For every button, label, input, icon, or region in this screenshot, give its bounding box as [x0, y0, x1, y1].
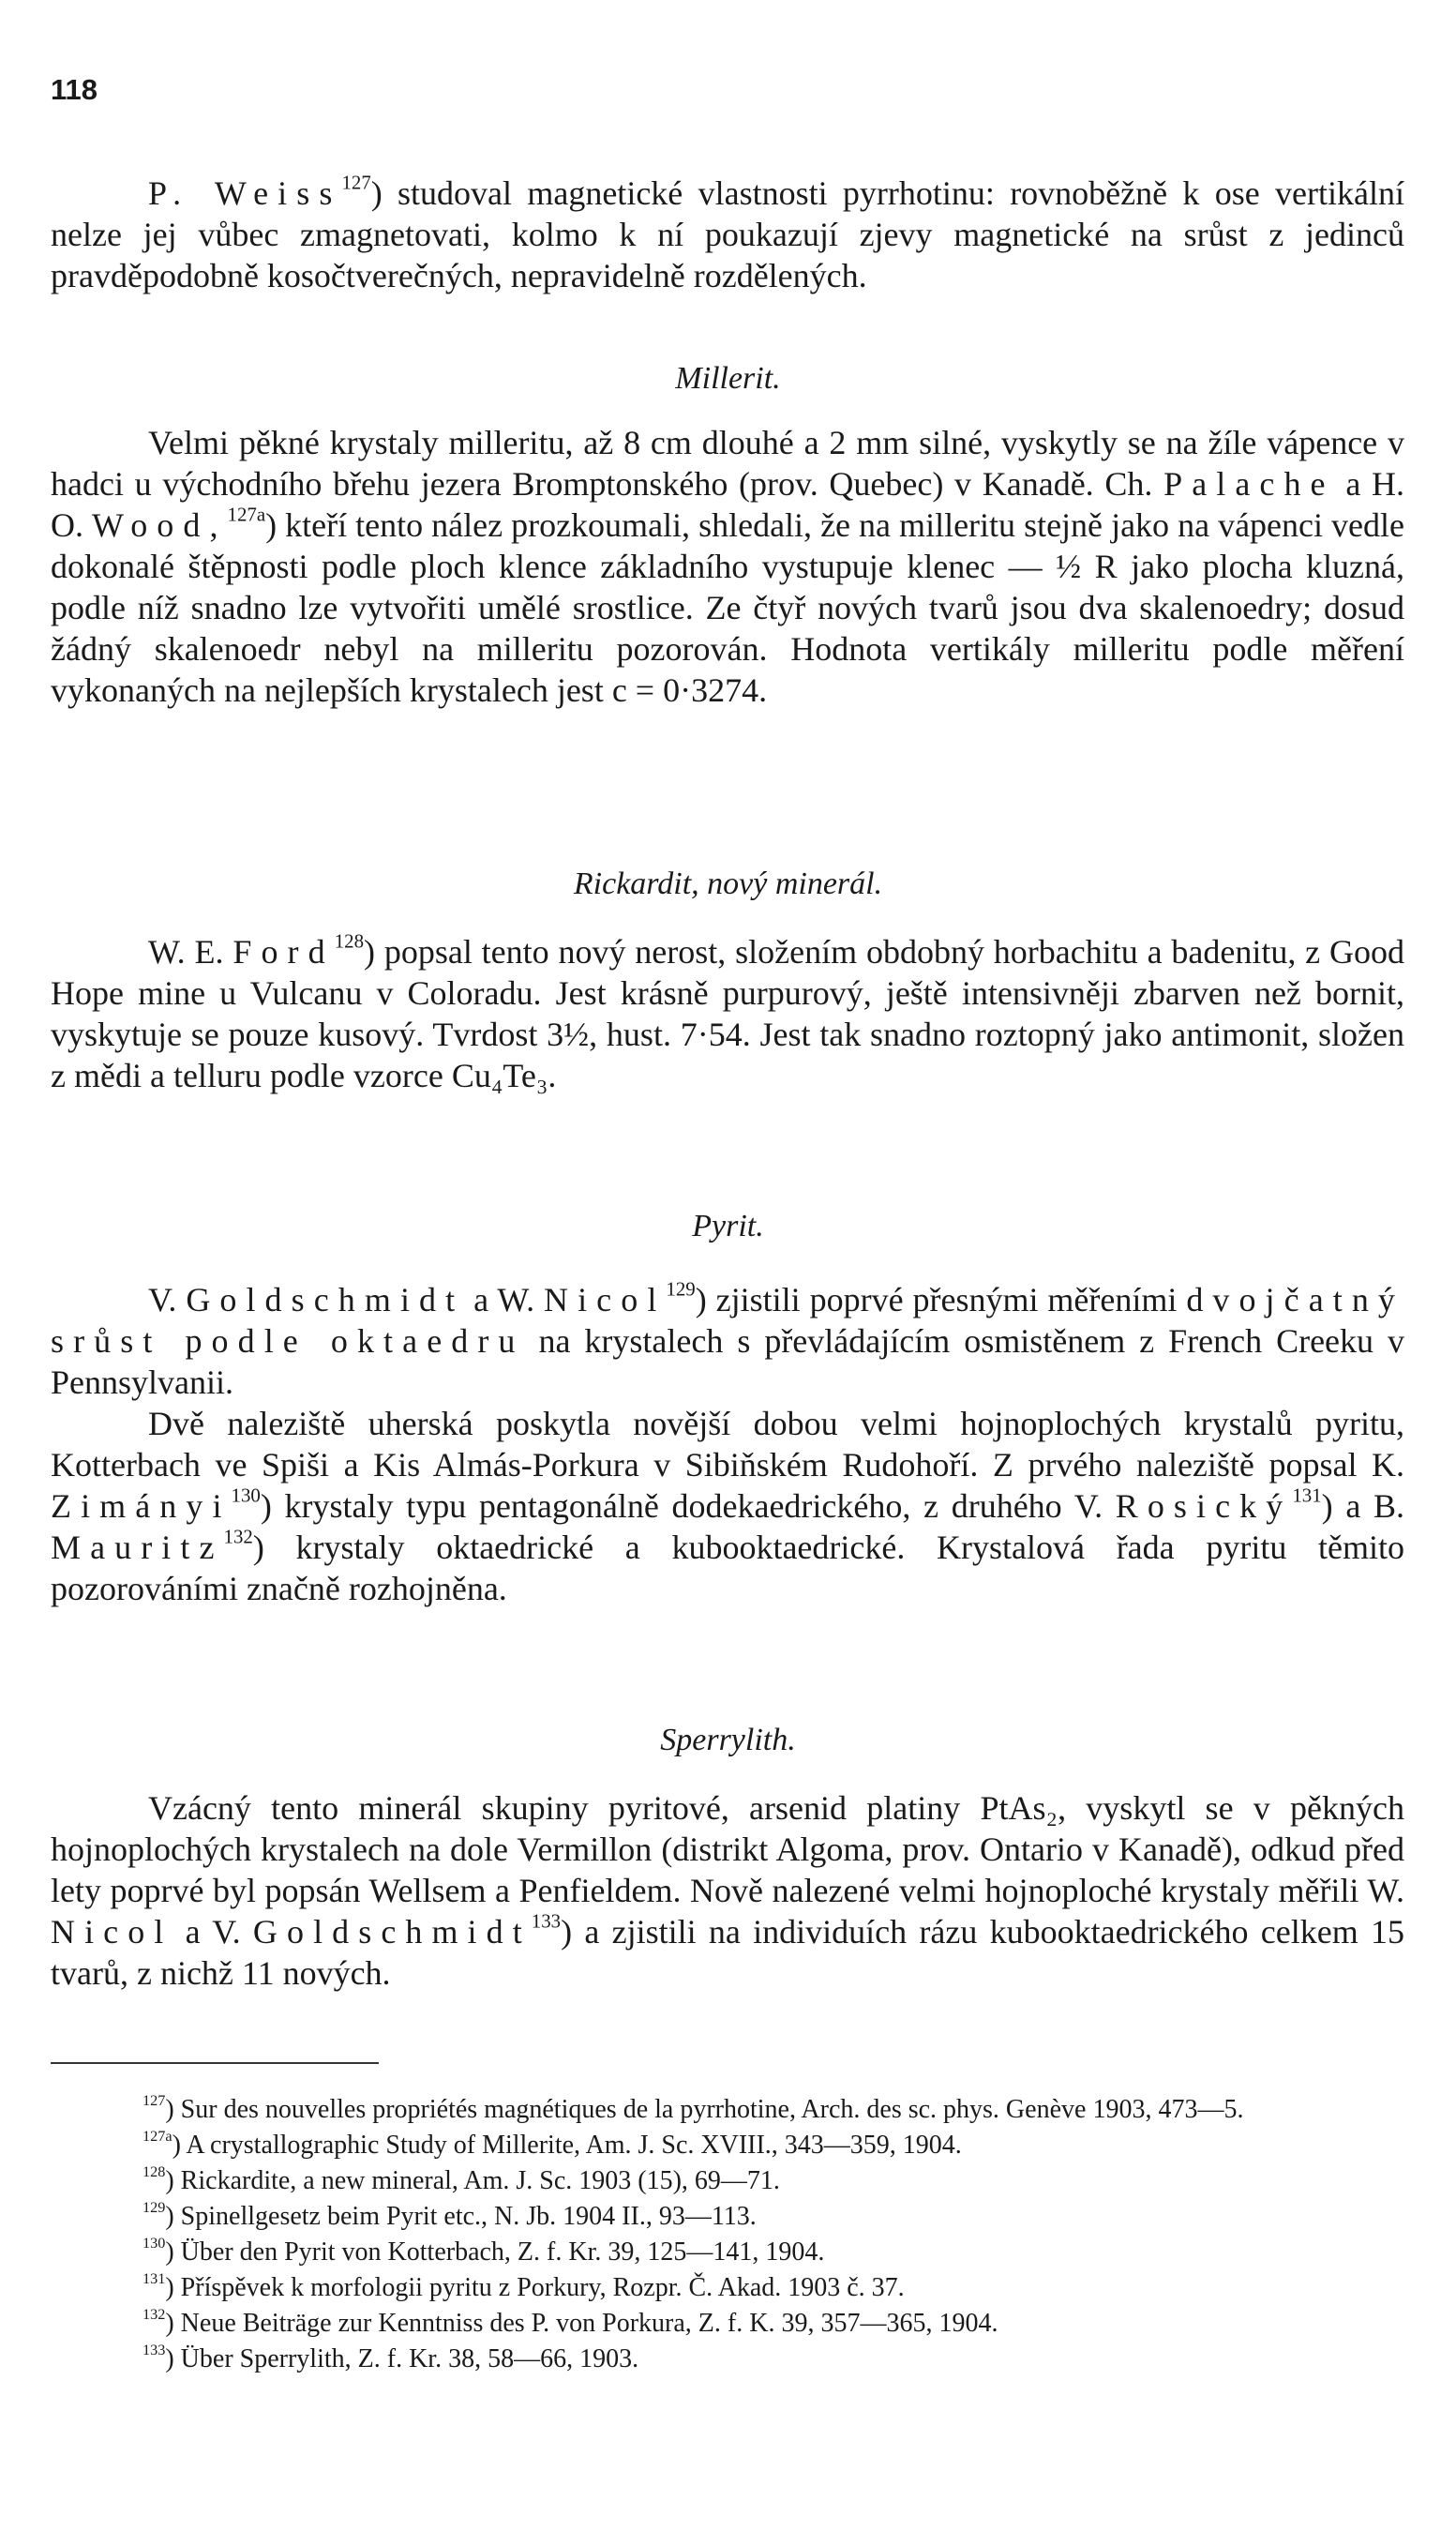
- paragraph-text: a V.: [173, 1913, 253, 1951]
- heading-rickardit: Rickardit, nový minerál.: [573, 866, 883, 901]
- footnote-ref: 133: [531, 1909, 562, 1933]
- paragraph-text: ) kteří tento nález prozkoumali, shledali, že na milleritu stejně jako na vápenci vedle dokonalé štěpnosti podle ploch klence základního vystupuje klenec — ½ R jako plocha kluzná, podle níž snadno lze vytvořiti umělé srostlice. Ze čtyř nových tvarů jsou dva skalenoedry; dosud žádný skalenoedr nebyl na milleritu pozorován. Hodnota vertikály milleritu podle měření vykonaných na nejlepších krystalech jest c = 0·3274.: [51, 506, 1405, 709]
- paragraph-text: ) krystaly oktaedrické a kubooktaedrické. Krystalová řada pyritu těmito pozorováními značně rozhojněna.: [51, 1529, 1404, 1607]
- footnote-text: ) Rickardite, a new mineral, Am. J. Sc. 1903 (15), 69—71.: [165, 2166, 780, 2195]
- paragraph-text: ) a B.: [1321, 1487, 1404, 1525]
- footnote-ref: 132: [223, 1525, 253, 1548]
- paragraph-text: Velmi pěkné krystaly milleritu, až 8 cm dlouhé a 2 mm silné, vyskytly se na žíle vápence v hadci u východního břehu jezera Bromptonského (prov. Quebec) v Kanadě. Ch.: [51, 424, 1404, 503]
- sperrylith-paragraph: [51, 1787, 1404, 1994]
- footnote-number: 132: [143, 2306, 166, 2324]
- author-name: Zimányi: [51, 1487, 232, 1525]
- footnote-number: 131: [143, 2270, 166, 2288]
- heading-millerit: Millerit.: [675, 361, 781, 396]
- footnote-ref: 130: [231, 1484, 261, 1507]
- paragraph-text: a W.: [464, 1281, 545, 1318]
- author-name: Ford: [233, 933, 335, 971]
- rickardit-paragraph: [51, 931, 1404, 1096]
- footnote-ref: 129: [666, 1277, 696, 1301]
- footnote: [51, 2128, 1404, 2163]
- footnote-text: ) Über den Pyrit von Kotterbach, Z. f. Kr. 39, 125—141, 1904.: [165, 2237, 825, 2267]
- footnote-text: ) Sur des nouvelles propriétés magnétiques de la pyrrhotine, Arch. des sc. phys. Genève 1903, 473—5.: [165, 2095, 1244, 2124]
- footnote: [51, 2270, 1404, 2306]
- author-name: Mauritz: [51, 1529, 224, 1566]
- author-name: Rosický: [1115, 1487, 1293, 1525]
- paragraph-text: ) studoval magnetické vlastnosti pyrrhotinu: rovnoběžně k ose vertikální nelze jej vůbec zmagnetovati, kolmo k ní poukazují zjevy magnetické na srůst z jedinců pravděpodobně kosočtverečných, nepravidelně rozdělených.: [51, 174, 1404, 294]
- millerit-paragraph: [51, 422, 1404, 711]
- footnote: [51, 2163, 1404, 2199]
- footnote-text: ) Über Sperrylith, Z. f. Kr. 38, 58—66, 1903.: [165, 2344, 639, 2373]
- author-name: Palache: [1163, 465, 1335, 503]
- footnote: [51, 2306, 1404, 2342]
- footnote-ref: 131: [1292, 1484, 1322, 1507]
- footnote-ref: 127a: [227, 503, 266, 526]
- paragraph-text: Dvě naleziště uherská poskytla novější dobou velmi hojnoplochých krystalů pyritu, Kotterbach ve Spiši a Kis Almás-Porkura v Sibiňském Rudohoří. Z prvého naleziště popsal K.: [51, 1405, 1404, 1484]
- footnote: [51, 2092, 1404, 2128]
- heading-pyrit: Pyrit.: [692, 1209, 764, 1243]
- paragraph-text: W. E.: [148, 933, 233, 971]
- emphasis-text: dvojčatný srůst podle oktaedru: [51, 1281, 1404, 1360]
- paragraph-text: ) zjistili poprvé přesnými měřeními: [695, 1281, 1187, 1318]
- author-name: Goldschmidt: [186, 1281, 465, 1318]
- paragraph-text: V.: [148, 1281, 187, 1318]
- footnote: [51, 2235, 1404, 2270]
- author-name: Goldschmidt: [252, 1913, 532, 1951]
- footnote-ref: 127: [341, 171, 371, 194]
- footnote-number: 130: [143, 2235, 166, 2252]
- heading-sperrylith: Sperrylith.: [660, 1723, 796, 1757]
- millerit-section: [51, 422, 1404, 711]
- pyrrhotin-paragraph: [51, 173, 1404, 296]
- footnote-number: 133: [143, 2342, 166, 2359]
- footnotes: [51, 2092, 1404, 2377]
- paragraph-text: ) popsal tento nový nerost, složením obdobný horbachitu a badenitu, z Good Hope mine u Vulcanu v Coloradu. Jest krásně purpurový, ještě intensivněji zbarven než bornit, vyskytuje se pouze kusový. Tvrdost 3½, hust. 7·54. Jest tak snadno roztopný jako antimonit, složen z mědi a telluru podle vzorce Cu₄Te₃.: [51, 933, 1404, 1094]
- paragraph-text: na krystalech s převládajícím osmistěnem z French Creeku v Pennsylvanii.: [51, 1322, 1404, 1401]
- footnote-text: ) Spinellgesetz beim Pyrit etc., N. Jb. 1904 II., 93—113.: [165, 2202, 757, 2231]
- paragraph-text: Vzácný tento minerál skupiny pyritové, arsenid platiny PtAs₂, vyskytl se v pěkných hojnoplochých krystalech na dole Vermillon (distrikt Algoma, prov. Ontario v Kanadě), odkud před lety poprvé byl popsán Wellsem a Penfieldem. Nově nalezené velmi hojnoploché krystaly měřili W.: [51, 1789, 1404, 1909]
- pyrit-section: [51, 1279, 1404, 1609]
- author-name: Nicol: [544, 1281, 667, 1318]
- page-number: 118: [51, 73, 98, 106]
- footnote-number: 129: [143, 2199, 166, 2217]
- footnote: [51, 2199, 1404, 2235]
- author-name: Nicol: [51, 1913, 173, 1951]
- footnote-number: 127a: [143, 2128, 173, 2146]
- footnote-divider: [51, 2062, 379, 2064]
- footnote-text: ) A crystallographic Study of Millerite, Am. J. Sc. XVIII., 343—359, 1904.: [172, 2131, 962, 2160]
- footnote-text: ) Příspěvek k morfologii pyritu z Porkury, Rozpr. Č. Akad. 1903 č. 37.: [165, 2273, 905, 2302]
- rickardit-section: [51, 931, 1404, 1096]
- pyrit-paragraph-1: [51, 1279, 1404, 1403]
- sperrylith-section: [51, 1787, 1404, 1994]
- footnote-ref: 128: [334, 929, 364, 953]
- footnote: [51, 2342, 1404, 2377]
- author-name: Wood,: [92, 506, 228, 544]
- pyrrhotin-section: [51, 173, 1404, 296]
- pyrit-paragraph-2: [51, 1403, 1404, 1609]
- footnote-text: ) Neue Beiträge zur Kenntniss des P. von Porkura, Z. f. K. 39, 357—365, 1904.: [165, 2309, 998, 2338]
- footnote-number: 128: [143, 2163, 166, 2181]
- author-name: P. Weiss: [148, 174, 342, 212]
- footnote-number: 127: [143, 2092, 166, 2110]
- paragraph-text: a H. O.: [51, 465, 1405, 544]
- paragraph-text: ) krystaly typu pentagonálně dodekaedrického, z druhého V.: [260, 1487, 1116, 1525]
- paragraph-text: ) a zjistili na individuích rázu kubooktaedrického celkem 15 tvarů, z nichž 11 nových.: [51, 1913, 1404, 1992]
